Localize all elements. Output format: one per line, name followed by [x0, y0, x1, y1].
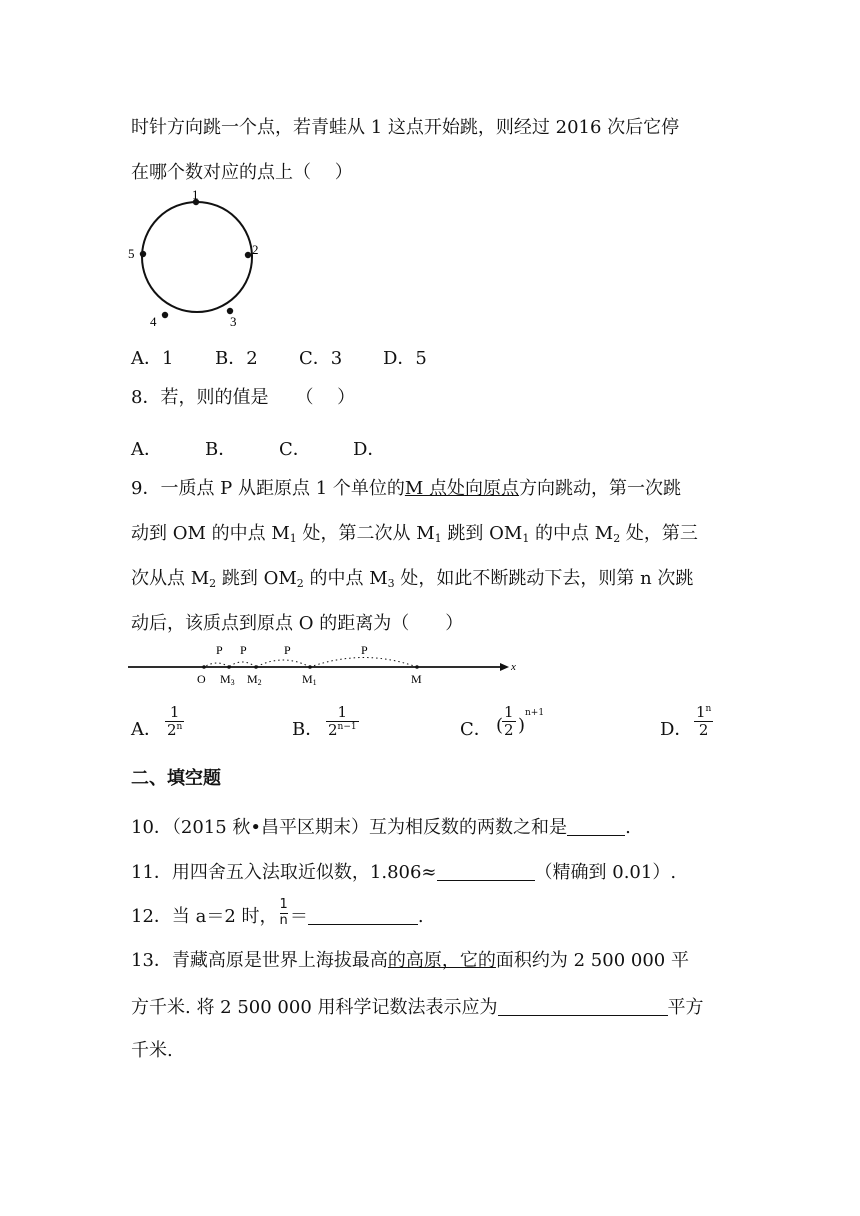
- circle-label-1: 1: [192, 188, 199, 202]
- point-label-m1: M1: [302, 672, 317, 687]
- q8-option-d: D．: [353, 439, 386, 460]
- tick-m1: [308, 665, 312, 669]
- q9-option-d-label: D．: [660, 719, 693, 740]
- q9-option-b-fraction: $\frac{1}{2^{n-1}}$: [328, 703, 357, 739]
- circle-label-3: 3: [230, 314, 237, 329]
- q9-option-c-fraction: $\frac{1}{2}$: [504, 703, 514, 739]
- point-label-m3: M3: [220, 672, 235, 687]
- q10-answer-blank[interactable]: [567, 817, 625, 836]
- q9-option-c-close-paren: ): [518, 715, 526, 736]
- q9-line1: 9．一质点 P 从距原点 1 个单位的M 点处向原点方向跳动，第一次跳: [131, 478, 682, 499]
- jump-circle: [142, 202, 252, 312]
- q9-underlined-text: M 点处向原点: [404, 478, 520, 499]
- axis-arrow-icon: [500, 663, 509, 671]
- section-heading-fill-in: 二、填空题: [131, 768, 221, 789]
- q9-option-a-fraction: $\frac{1}{2^n}$: [167, 703, 183, 739]
- point-2: [245, 252, 251, 258]
- q7-option-a: A．1: [131, 348, 174, 369]
- q11-answer-blank[interactable]: [437, 862, 535, 881]
- jump-label-p1: P: [216, 643, 223, 657]
- q9-option-c-open-paren: (: [496, 715, 504, 736]
- jump-label-p4: P: [361, 643, 368, 657]
- q9-option-b-label: B．: [292, 719, 324, 740]
- q7-option-c: C．3: [299, 348, 343, 369]
- q13-underlined-text: 的高原，它的: [387, 950, 496, 971]
- q9-option-d-fraction: $\frac{1^n}{2}$: [696, 703, 712, 739]
- jump-label-p2: P: [240, 643, 247, 657]
- circle-label-4: 4: [150, 314, 157, 329]
- q7-option-d: D．5: [383, 348, 427, 369]
- q12-fraction: $\frac{1}{n}$: [279, 897, 288, 928]
- q8-option-b: B．: [205, 439, 237, 460]
- q7-option-b: B．2: [215, 348, 258, 369]
- q9-line4: 动后，该质点到原点 O 的距离为（ ）: [131, 613, 464, 634]
- tick-m3: [227, 665, 231, 669]
- q9-line2: 动到 OM 的中点 $M_1$ 处，第二次从 $M_1$ 跳到 $OM_1$ 的中点 $M_2$ 处，第三: [131, 523, 698, 545]
- point-5: [140, 251, 146, 257]
- q7-circle-figure: [120, 188, 270, 333]
- jump-arc-2: [256, 660, 310, 667]
- q13-line2: 方千米. 将 2 500 000 用科学记数法表示应为 平方: [131, 997, 704, 1018]
- q11-line: 11．用四舍五入法取近似数，1.806≈ （精确到 0.01）.: [131, 862, 677, 883]
- q7-line1: 时针方向跳一个点，若青蛙从 1 这点开始跳，则经过 2016 次后它停: [131, 117, 680, 138]
- point-label-o: O: [197, 672, 206, 686]
- circle-label-2: 2: [252, 242, 259, 257]
- axis-label-x: x: [511, 661, 516, 673]
- q8-stem: 8．若，则的值是 （ ）: [131, 387, 356, 408]
- tick-o: [202, 665, 206, 669]
- q9-line3: 次从点 $M_2$ 跳到 $OM_2$ 的中点 $M_3$ 处，如此不断跳动下去，则第 n 次跳: [131, 568, 694, 590]
- q9-option-a-label: A．: [131, 719, 162, 740]
- circle-label-5: 5: [128, 246, 135, 261]
- jump-arc-1: [310, 658, 417, 668]
- tick-m2: [254, 665, 258, 669]
- q9-option-c-exponent: n+1: [525, 708, 545, 718]
- q12-line: 12．当 a＝2 时， $\frac{1}{n}$ ＝ .: [131, 897, 424, 928]
- q13-line3: 千米.: [131, 1040, 173, 1061]
- q7-line2: 在哪个数对应的点上（ ）: [131, 162, 353, 183]
- q8-option-c: C．: [279, 439, 311, 460]
- q9-option-c-label: C．: [460, 719, 492, 740]
- q9-number-line-figure: [128, 640, 528, 688]
- q13-answer-blank[interactable]: [498, 997, 668, 1016]
- tick-m: [415, 665, 419, 669]
- point-label-m2: M2: [247, 672, 262, 687]
- point-4: [162, 312, 168, 318]
- point-label-m: M: [411, 672, 422, 686]
- q10-line: 10．（2015 秋•昌平区期末）互为相反数的两数之和是 .: [131, 817, 631, 838]
- q8-option-a: A．: [131, 439, 162, 460]
- jump-label-p3: P: [284, 643, 291, 657]
- q13-line1: 13．青藏高原是世界上海拔最高的高原，它的面积约为 2 500 000 平: [131, 950, 689, 971]
- q12-answer-blank[interactable]: [308, 906, 418, 925]
